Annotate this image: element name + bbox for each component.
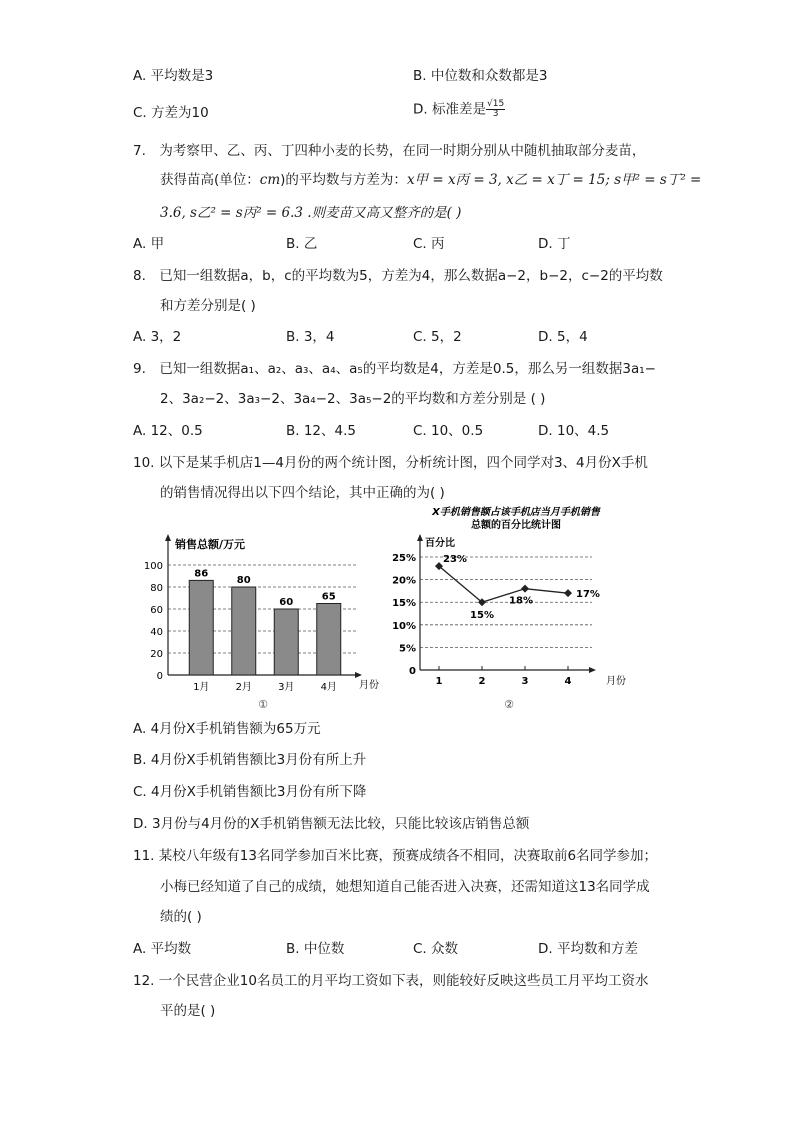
q7-equation: x甲 = x丙 = 3, x乙 = x丁 = 15; s甲² = s丁² = [406, 172, 702, 188]
bar-chart-x-tick: 4月 [320, 682, 337, 693]
q10-option-b: B. 4月份X手机销售额比3月份有所上升 [133, 752, 367, 768]
line-chart-y-tick: 20% [392, 575, 416, 587]
q11-option-d: D. 平均数和方差 [538, 941, 638, 957]
line-chart-y-tick: 25% [392, 553, 416, 565]
bar-chart-data-label: 80 [236, 575, 251, 586]
bar-chart-x-tick: 3月 [278, 682, 295, 693]
bar-chart-y-tick: 100 [143, 561, 163, 572]
line-chart-data-label: 23% [443, 554, 467, 566]
q8-line2: 和方差分别是( ) [160, 298, 256, 314]
line-chart-x-arrow [589, 667, 596, 673]
line-chart-title-1: X手机销售额占该手机店当月手机销售 [432, 507, 600, 518]
q6-fraction-denominator: 3 [492, 109, 499, 119]
bar-chart-bar [317, 604, 341, 676]
bar-chart-x-tick: 1月 [193, 682, 210, 693]
line-chart-point [564, 589, 572, 597]
line-chart-x-tick: 2 [478, 676, 486, 687]
q10-line2: 的销售情况得出以下四个结论，其中正确的为( ) [160, 485, 445, 501]
bar-chart-x-arrow [355, 672, 362, 678]
bar-chart-caption: ① [258, 698, 268, 711]
q7-option-a: A. 甲 [133, 236, 165, 252]
line-chart [392, 502, 652, 714]
q7-option-c: C. 丙 [413, 236, 445, 252]
line-chart-x-tick: 1 [435, 676, 443, 687]
q6-option-b: B. 中位数和众数都是3 [413, 68, 548, 84]
bar-chart-bar [274, 609, 298, 675]
line-chart-point [521, 585, 529, 593]
bar-chart-ylabel: 销售总额/万元 [175, 538, 246, 551]
q11-option-c: C. 众数 [413, 941, 459, 957]
line-chart-series [435, 554, 600, 687]
q8-option-a: A. 3，2 [133, 329, 182, 345]
q7-unit: cm [259, 172, 281, 188]
q6-option-d-prefix: D. 标准差是 [413, 101, 486, 118]
q7-option-d: D. 丁 [538, 236, 571, 252]
line-chart-data-label: 17% [576, 589, 600, 601]
q9-option-a: A. 12、0.5 [133, 423, 203, 439]
q7-option-b: B. 乙 [286, 236, 318, 252]
q7-line2-pre: 获得苗高(单位： [160, 172, 260, 188]
q10-line1: 10. 以下是某手机店1—4月份的两个统计图，分析统计图，四个同学对3、4月份X手机 [133, 455, 648, 471]
line-chart-caption: ② [504, 698, 514, 711]
bar-chart-data-label: 65 [321, 591, 336, 603]
q8-option-c: C. 5，2 [413, 329, 462, 345]
q11-line3: 绩的( ) [160, 909, 202, 925]
line-chart-ylabel: 百分比 [425, 538, 455, 549]
q11-option-a: A. 平均数 [133, 941, 192, 957]
bar-chart-x-tick: 2月 [235, 682, 252, 693]
bar-chart-bar [189, 580, 213, 675]
bar-chart-ticks [144, 561, 163, 682]
q6-fraction-numerator: √15 [486, 99, 505, 109]
q7-line1: 7. 为考察甲、乙、丙、丁四种小麦的长势，在同一时期分别从中随机抽取部分麦苗， [133, 143, 646, 159]
q6-option-a: A. 平均数是3 [133, 68, 214, 84]
q10-option-c: C. 4月份X手机销售额比3月份有所下降 [133, 784, 367, 800]
line-chart-grid [420, 557, 592, 647]
q11-line2: 小梅已经知道了自己的成绩，她想知道自己能否进入决赛，还需知道这13名同学成 [160, 879, 650, 895]
q10-option-d: D. 3月份与4月份的X手机销售额无法比较，只能比较该店销售总额 [133, 816, 530, 832]
q6-option-d-fraction [486, 100, 505, 119]
line-chart-y-arrow [417, 534, 423, 541]
line-chart-y-tick: 15% [392, 598, 416, 610]
bar-chart-data-label: 86 [194, 568, 209, 580]
line-chart-ticks [392, 553, 416, 677]
bar-chart-data-label: 60 [279, 597, 294, 608]
bar-chart-y-tick: 40 [150, 627, 163, 638]
line-chart-y-tick: 0 [409, 666, 416, 677]
q10-option-a: A. 4月份X手机销售额为65万元 [133, 721, 321, 737]
q8-option-d: D. 5，4 [538, 329, 588, 345]
q9-option-c: C. 10、0.5 [413, 423, 484, 439]
bar-chart-bar [232, 587, 256, 675]
q7-line2-mid: )的平均数与方差为： [280, 172, 407, 188]
q6-option-c: C. 方差为10 [133, 105, 209, 121]
line-chart-x-tick: 4 [564, 676, 572, 687]
bar-chart-xlabel: 月份 [359, 680, 379, 691]
q9-line1: 9. 已知一组数据a₁、a₂、a₃、a₄、a₅的平均数是4，方差是0.5，那么另一组数据3a₁− [133, 361, 656, 377]
bar-chart-y-tick: 0 [156, 671, 163, 682]
line-chart-y-tick: 10% [392, 620, 416, 632]
q7-line3: 3.6, s乙² = s丙² = 6.3 .则麦苗又高又整齐的是( ) [160, 205, 462, 221]
bar-chart [133, 530, 403, 716]
line-chart-series-line [439, 566, 568, 602]
q9-option-d: D. 10、4.5 [538, 423, 610, 439]
q9-line2: 2、3a₂−2、3a₃−2、3a₄−2、3a₅−2的平均数和方差分别是 ( ) [160, 391, 546, 407]
line-chart-x-tick: 3 [521, 676, 529, 687]
line-chart-data-label: 15% [470, 610, 494, 622]
bar-chart-y-tick: 60 [150, 605, 163, 616]
bar-chart-y-tick: 80 [150, 583, 163, 594]
bar-chart-y-tick: 20 [150, 649, 163, 660]
q12-line1: 12. 一个民营企业10名员工的月平均工资如下表，则能较好反映这些员工月平均工资水 [133, 973, 649, 989]
line-chart-y-tick: 5% [399, 643, 416, 655]
q9-option-b: B. 12、4.5 [286, 423, 356, 439]
bar-chart-y-arrow [165, 534, 171, 541]
q11-line1: 11. 某校八年级有13名同学参加百米比赛，预赛成绩各不相同，决赛取前6名同学参加； [133, 848, 658, 864]
line-chart-title-2: 总额的百分比统计图 [471, 520, 561, 531]
line-chart-data-label: 18% [509, 595, 533, 607]
q7-line2 [160, 171, 701, 189]
q12-line2: 平的是( ) [160, 1003, 216, 1019]
line-chart-xlabel: 月份 [606, 676, 626, 687]
q8-line1: 8. 已知一组数据a，b，c的平均数为5，方差为4，那么数据a−2，b−2，c−2的平均数 [133, 268, 663, 284]
q8-option-b: B. 3，4 [286, 329, 335, 345]
q11-option-b: B. 中位数 [286, 941, 345, 957]
q6-option-d [413, 100, 505, 119]
